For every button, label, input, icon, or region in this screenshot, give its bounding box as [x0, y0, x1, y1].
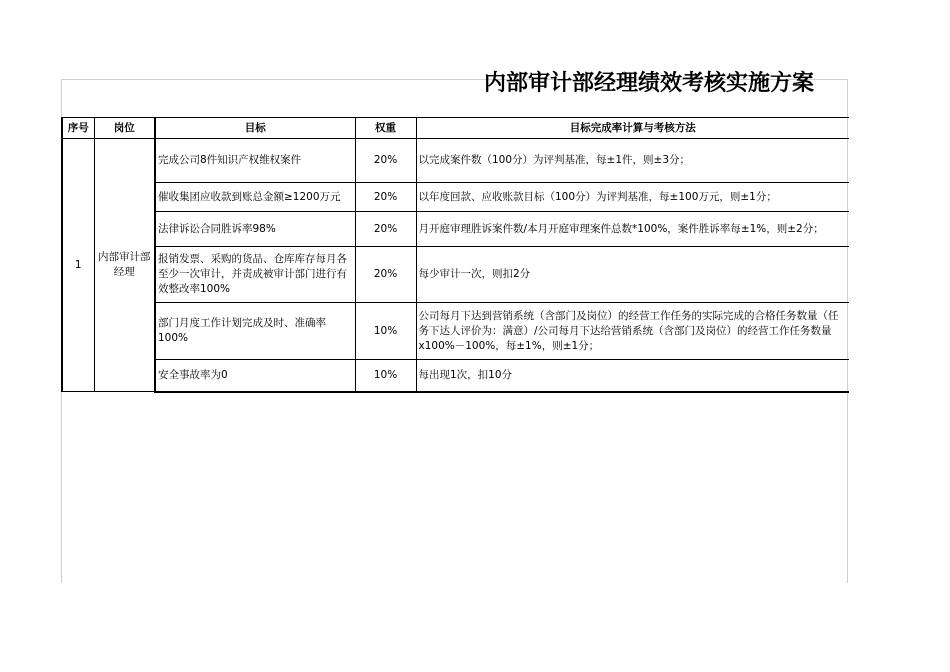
- method-cell: 每出现1次，扣10分: [416, 360, 849, 392]
- header-row: [62, 118, 849, 139]
- header-method: 目标完成率计算与考核方法: [416, 118, 849, 139]
- goal-cell: 安全事故率为0: [155, 360, 355, 392]
- table-row: [62, 139, 849, 183]
- goal-cell: 部门月度工作计划完成及时、准确率100%: [155, 303, 355, 360]
- header-goal: 目标: [155, 118, 355, 139]
- group-position: 内部审计部经理: [94, 139, 155, 392]
- weight-cell: 20%: [355, 183, 416, 212]
- goal-cell: 法律诉讼合同胜诉率98%: [155, 212, 355, 247]
- goal-cell: 催收集团应收款到账总金额≥1200万元: [155, 183, 355, 212]
- group-index: 1: [62, 139, 94, 392]
- weight-cell: 10%: [355, 360, 416, 392]
- weight-cell: 20%: [355, 139, 416, 183]
- page-title: 内部审计部经理绩效考核实施方案: [484, 71, 815, 96]
- weight-cell: 10%: [355, 303, 416, 360]
- weight-cell: 20%: [355, 212, 416, 247]
- table-row: [62, 303, 849, 360]
- method-cell: 以完成案件数（100分）为评判基准，每±1件，则±3分；: [416, 139, 849, 183]
- goal-cell: 报销发票、采购的货品、仓库库存每月各至少一次审计，并责成被审计部门进行有效整改率100%: [155, 247, 355, 303]
- header-weight: 权重: [355, 118, 416, 139]
- method-cell: 公司每月下达到营销系统（含部门及岗位）的经营工作任务的实际完成的合格任务数量（任务下达人评价为：满意）/公司每月下达给营销系统（含部门及岗位）的经营工作任务数量x100%－100%，每±1%，则±1分；: [416, 303, 849, 360]
- weight-cell: 20%: [355, 247, 416, 303]
- method-cell: 月开庭审理胜诉案件数/本月开庭审理案件总数*100%，案件胜诉率每±1%，则±2分；: [416, 212, 849, 247]
- header-position: 岗位: [94, 118, 155, 139]
- table-row: [62, 212, 849, 247]
- table-row: [62, 183, 849, 212]
- method-cell: 每少审计一次，则扣2分: [416, 247, 849, 303]
- assessment-table: [61, 117, 849, 393]
- goal-cell: 完成公司8件知识产权维权案件: [155, 139, 355, 183]
- table-row: [62, 360, 849, 392]
- method-cell: 以年度回款、应收账款目标（100分）为评判基准，每±100万元，则±1分；: [416, 183, 849, 212]
- header-index: 序号: [62, 118, 94, 139]
- table-row: [62, 247, 849, 303]
